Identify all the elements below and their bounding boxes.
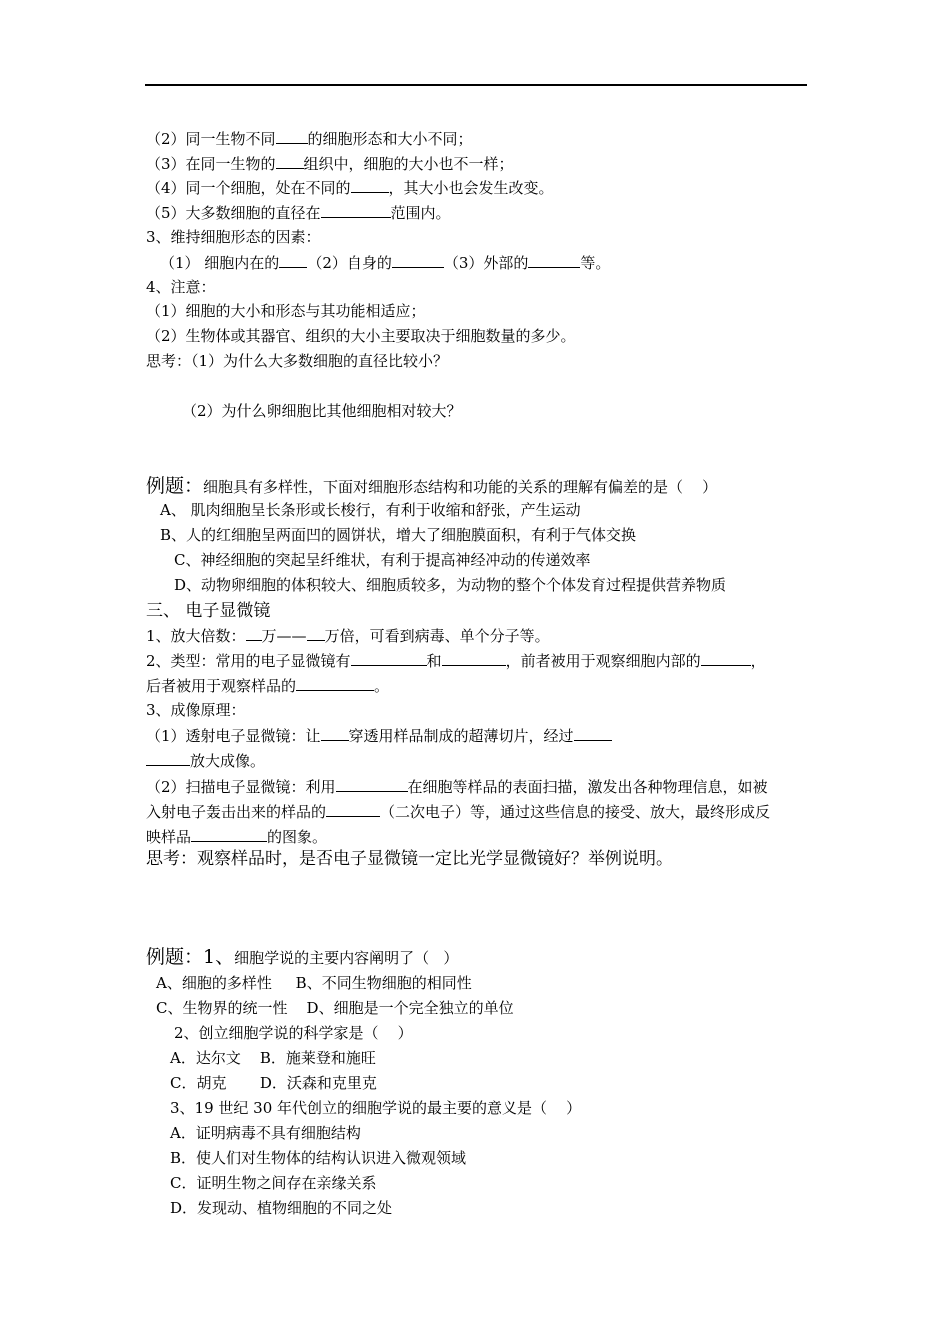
blank [276, 154, 304, 169]
text-line: （2）生物体或其器官、组织的大小主要取决于细胞数量的多少。 [146, 327, 576, 345]
text-line: 2、类型：常用的电子显微镜有 和 ，前者被用于观察细胞内部的 ， [146, 652, 766, 670]
text-line: （1） 细胞内在的 （2）自身的 （3）外部的 等。 [160, 254, 611, 272]
option: A、细胞的多样性 B、不同生物细胞的相同性 [156, 974, 472, 992]
blank [246, 626, 262, 641]
text-line: 4、注意： [146, 278, 216, 296]
header-rule [145, 84, 807, 86]
text-line: （2）为什么卵细胞比其他细胞相对较大？ [182, 402, 462, 420]
blank [146, 751, 190, 766]
example-question: 例题：1、细胞学说的主要内容阐明了（ ） [146, 946, 459, 968]
option: D、动物卵细胞的体积较大、细胞质较多，为动物的整个个体发育过程提供营养物质 [174, 576, 727, 594]
text-line: （1）透射电子显微镜：让 穿透用样品制成的超薄切片，经过 [146, 726, 612, 745]
blank [326, 802, 380, 817]
blank [442, 651, 506, 666]
blank [528, 253, 580, 268]
text-line: （5）大多数细胞的直径在 范围内。 [146, 204, 451, 222]
think-question: 思考：观察样品时，是否电子显微镜一定比光学显微镜好？举例说明。 [146, 849, 673, 869]
section-heading: 三、 电子显微镜 [146, 601, 271, 621]
question: 2、创立细胞学说的科学家是（ ） [174, 1024, 413, 1042]
blank [351, 178, 389, 193]
blank [279, 253, 307, 268]
text-line: （2）扫描电子显微镜：利用 在细胞等样品的表面扫描，激发出各种物理信息，如被 [146, 778, 768, 796]
text-line: 1、放大倍数： 万—— 万倍，可看到病毒、单个分子等。 [146, 627, 550, 645]
blank [336, 777, 408, 792]
option: C．证明生物之间存在亲缘关系 [170, 1174, 377, 1192]
example-question: 例题：细胞具有多样性，下面对细胞形态结构和功能的关系的理解有偏差的是（ ） [146, 475, 718, 497]
text-line: （3）在同一生物的 组织中，细胞的大小也不一样； [146, 155, 514, 173]
option: A．证明病毒不具有细胞结构 [170, 1124, 361, 1142]
text-line: 放大成像。 [146, 751, 265, 770]
option: C、生物界的统一性 D、细胞是一个完全独立的单位 [156, 999, 514, 1017]
option: A、 肌肉细胞呈长条形或长梭行，有利于收缩和舒张，产生运动 [160, 501, 581, 519]
text-line: （2）同一生物不同 的细胞形态和大小不同； [146, 130, 473, 148]
blank [321, 726, 349, 741]
text-line: （4）同一个细胞，处在不同的 ，其大小也会发生改变。 [146, 179, 554, 197]
question: 3、19 世纪 30 年代创立的细胞学说的最主要的意义是（ ） [170, 1099, 582, 1117]
option: C、神经细胞的突起呈纤维状，有利于提高神经冲动的传递效率 [174, 551, 591, 569]
text-line: 思考：（1）为什么大多数细胞的直径比较小？ [146, 352, 449, 370]
blank [701, 651, 751, 666]
option: A．达尔文 B．施莱登和施旺 [170, 1049, 376, 1067]
option: C．胡克 D．沃森和克里克 [170, 1074, 377, 1092]
blank [321, 203, 391, 218]
option: B．使人们对生物体的结构认识进入微观领域 [170, 1149, 467, 1167]
text-line: 3、成像原理： [146, 701, 246, 719]
text-line: 后者被用于观察样品的 。 [146, 677, 390, 695]
blank [392, 253, 444, 268]
blank [307, 626, 325, 641]
blank [351, 651, 427, 666]
blank [574, 726, 612, 741]
blank [191, 827, 267, 842]
text-line: 映样品 的图象。 [146, 828, 328, 846]
option: D．发现动、植物细胞的不同之处 [170, 1199, 393, 1217]
text-line: 入射电子轰击出来的样品的 （二次电子）等，通过这些信息的接受、放大，最终形成反 [146, 803, 771, 821]
option: B、人的红细胞呈两面凹的圆饼状，增大了细胞膜面积，有利于气体交换 [160, 526, 637, 544]
text-line: （1）细胞的大小和形态与其功能相适应； [146, 302, 426, 320]
blank [276, 129, 308, 144]
blank [296, 676, 374, 691]
text-line: 3、维持细胞形态的因素： [146, 228, 321, 246]
